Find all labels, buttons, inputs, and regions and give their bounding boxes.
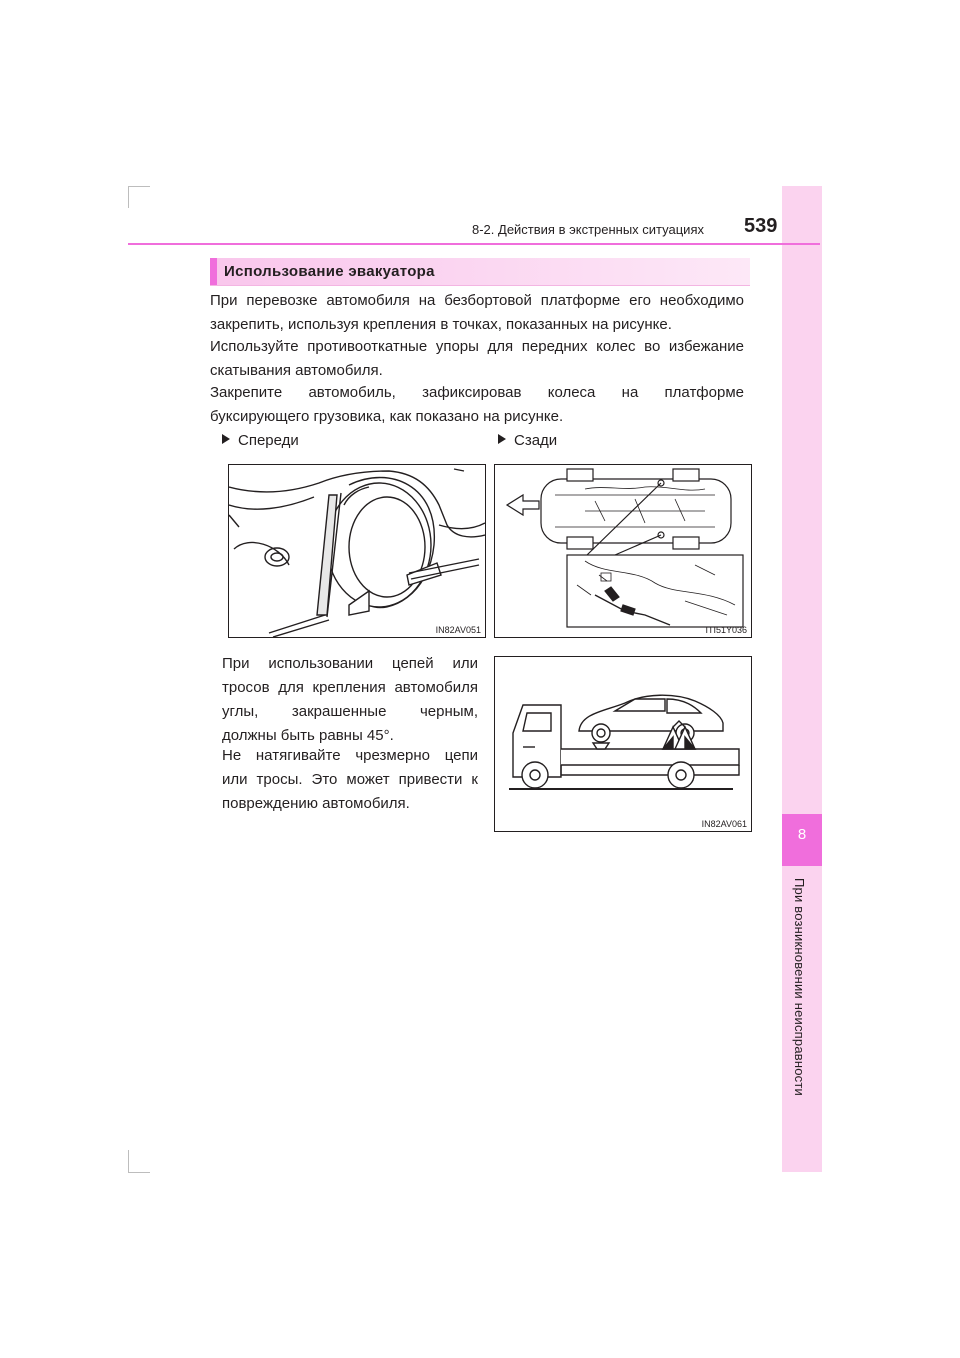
figure-front-code: IN82AV051 xyxy=(435,625,481,635)
crop-mark-top-left-v xyxy=(128,186,129,208)
front-wheel-illustration xyxy=(229,465,485,637)
bullet-front xyxy=(222,432,299,449)
header-rule xyxy=(128,243,820,245)
paragraph-3-line-2: буксирующего грузовика, как показано на рисунке. xyxy=(210,408,564,425)
note-tension-line-1: Не натягивайте чрезмерно цепи xyxy=(222,747,478,764)
chapter-label: При возникновении неисправности xyxy=(792,878,807,1096)
bullet-front-label: Спереди xyxy=(238,432,299,449)
section-title-accent xyxy=(210,258,217,285)
note-angle-line-3: углы, закрашенные черным, xyxy=(222,703,478,720)
figure-truck-code: IN82AV061 xyxy=(701,819,747,829)
figure-front-wheel xyxy=(228,464,486,638)
paragraph-3-line-1: Закрепите автомобиль, зафиксировав колеса на платформе xyxy=(210,384,744,401)
running-header: 8-2. Действия в экстренных ситуациях xyxy=(472,222,704,237)
bullet-rear xyxy=(498,432,557,449)
paragraph-2-line-1: Используйте противооткатные упоры для передних колес во избежание xyxy=(210,338,744,355)
page-number: 539 xyxy=(744,215,778,237)
paragraph-2-line-2: скатывания автомобиля. xyxy=(210,362,383,379)
bullet-triangle-icon xyxy=(498,434,506,444)
bullet-triangle-icon xyxy=(222,434,230,444)
note-angle-line-4: должны быть равны 45°. xyxy=(222,727,394,744)
note-tension-line-2: или тросы. Это может привести к xyxy=(222,771,478,788)
tow-truck-illustration xyxy=(495,657,751,831)
paragraph-1-line-1: При перевозке автомобиля на безбортовой платформе его необходимо xyxy=(210,292,744,309)
crop-mark-bottom-left-v xyxy=(128,1150,129,1172)
figure-rear-code: ITI51Y036 xyxy=(705,625,747,635)
figure-rear-underside xyxy=(494,464,752,638)
figure-tow-truck xyxy=(494,656,752,832)
bullet-rear-label: Сзади xyxy=(514,432,558,449)
rear-underside-illustration xyxy=(495,465,751,637)
section-title: Использование эвакуатора xyxy=(224,263,435,280)
crop-mark-bottom-left-h xyxy=(128,1172,150,1173)
chapter-number: 8 xyxy=(797,826,807,843)
crop-mark-top-left-h xyxy=(128,186,150,187)
note-tension-line-3: повреждению автомобиля. xyxy=(222,795,410,812)
note-angle-line-2: тросов для крепления автомобиля xyxy=(222,679,478,696)
note-angle-line-1: При использовании цепей или xyxy=(222,655,478,672)
paragraph-1-line-2: закрепить, используя крепления в точках, показанных на рисунке. xyxy=(210,316,672,333)
